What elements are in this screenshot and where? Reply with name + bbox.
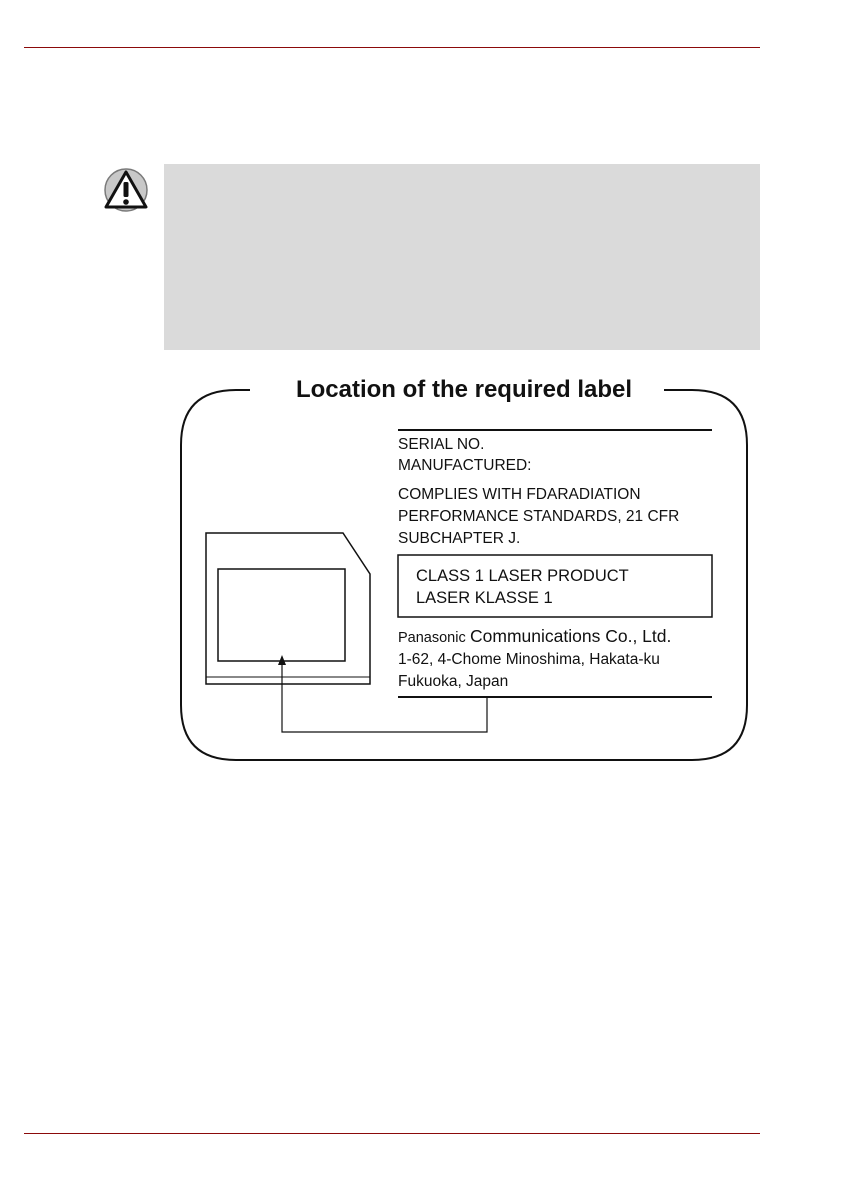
- footer-rule: [24, 1133, 760, 1134]
- figure-title: Location of the required label: [264, 372, 664, 408]
- company-line: [398, 625, 671, 649]
- class-line-1: CLASS 1 LASER PRODUCT: [416, 567, 629, 585]
- company-name: Communications Co., Ltd.: [470, 626, 672, 646]
- complies-line-1: COMPLIES WITH FDARADIATION: [398, 486, 641, 503]
- address-line-1: 1-62, 4-Chome Minoshima, Hakata-ku: [398, 651, 660, 668]
- address-line-2: Fukuoka, Japan: [398, 673, 509, 690]
- company-brand: Panasonic: [398, 630, 466, 646]
- manufactured-text: MANUFACTURED:: [398, 457, 532, 474]
- arrow-head: [278, 655, 286, 665]
- complies-line-2: PERFORMANCE STANDARDS, 21 CFR: [398, 508, 680, 525]
- complies-line-3: SUBCHAPTER J.: [398, 530, 521, 547]
- label-area-rect: [218, 569, 345, 661]
- serial-number-text: SERIAL NO.: [398, 436, 485, 453]
- class-line-2: LASER KLASSE 1: [416, 589, 553, 607]
